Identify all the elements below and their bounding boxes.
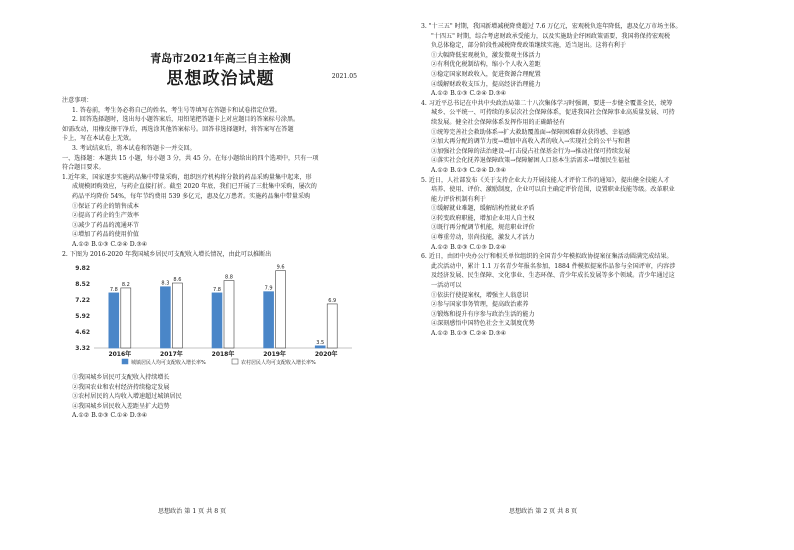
- q3-stem: "十四五" 时期，综合考虑财政承受能力，以及实施助企纾困政策需要，我国将保持宏观税: [431, 32, 671, 40]
- bar-value-label: 7.9: [264, 285, 273, 292]
- q3-option: ③稳定国家财政收入，促进资源合理配置: [431, 70, 541, 78]
- q5-stem: 5. 近日，人社部发布《关于支持企业大力开展技能人才评价工作的通知》，提出健全技能人才: [421, 176, 670, 184]
- q3-option: ②有利优化税制结构，缩小个人收入差距: [431, 61, 541, 69]
- q4-stem: 城乡、公平统一、可持续的多层次社会保障体系，促进我国社会保障事业高质量发展、可持: [431, 109, 675, 117]
- q6-option: ①依法行使提案权，增强主人翁意识: [431, 291, 529, 299]
- q6-option: ④深刻感悟中国特色社会主义制度优势: [431, 320, 535, 328]
- bar-value-label: 3.5: [316, 339, 325, 346]
- q5-option: ①缓解就业难题，缓解结构性就业矛盾: [431, 205, 535, 213]
- q1-choices: A.①② B.①③ C.②④ D.③④: [72, 240, 148, 248]
- q6-option: ③锻炼和提升有序参与政治生活的能力: [431, 310, 535, 318]
- page-footer-2: 思想政治 第 2 页 共 8 页: [509, 508, 578, 515]
- x-tick-label: 2019年: [263, 351, 286, 359]
- q5-option: ③既行再分配调节机能，规范职业评价: [431, 224, 535, 232]
- q1-option: ③减少了药品的流通环节: [72, 221, 140, 229]
- q4-choices: A.①② B.①③ C.②④ D.③④: [431, 166, 507, 174]
- x-tick-label: 2017年: [160, 351, 183, 359]
- q6-stem: 一活动可以: [431, 282, 462, 290]
- q1-stem: 药品平均降价 54%，每年节约费用 539 多亿元，惠及亿万患者。实施药品集中带量采购: [72, 192, 311, 200]
- q3-option: ①大幅降低宏观税负，激发微观主体活力: [431, 51, 541, 59]
- exam-title: [62, 68, 379, 90]
- q2-stem: 2. 下图为 2016-2020 年我国城乡居民可支配收入增长情况，由此可以推断出: [62, 250, 272, 258]
- bar-rural: [224, 281, 234, 348]
- y-tick-label: 9.82: [75, 265, 90, 273]
- legend-swatch: [232, 359, 238, 364]
- x-tick-label: 2016年: [108, 351, 132, 359]
- bar-value-label: 8.2: [121, 282, 130, 289]
- bar-value-label: 8.6: [173, 277, 182, 284]
- q6-option: ②参与国家事务管理，提高政治素养: [431, 301, 529, 309]
- q2-option: ②我国农业和农村经济持续稳定发展: [72, 383, 170, 391]
- note-line: 如需改动，用橡皮擦干净后，再选涂其他答案标号。回答非选择题时，将答案写在答题: [62, 125, 294, 133]
- bar-urban: [109, 293, 119, 348]
- q4-option: ③加强社会保障的法治建设→打击侵占社保基金行为→推动社保可持续发展: [431, 147, 631, 155]
- q1-option: ④增加了药品的使用价值: [72, 231, 140, 239]
- q5-stem: 培养、使用、评价、激励制度，企业可以自主确定评价范围，设置职业技能等级。改革职业: [431, 186, 675, 194]
- bar-value-label: 8.3: [161, 280, 170, 287]
- bar-rural: [327, 304, 337, 348]
- q1-option: ①保证了药企的销售成本: [72, 202, 140, 210]
- bar-urban: [160, 287, 170, 348]
- y-tick-label: 8.52: [75, 281, 90, 289]
- bar-value-label: 6.9: [328, 298, 337, 305]
- legend-label: 农村居民人均可支配收入增长率%: [241, 360, 316, 367]
- income-growth-chart-svg: [62, 262, 362, 370]
- q4-option: ④落实社会化抚养退保障政策→保障解困人口基本生活需求→增加民生福祉: [431, 157, 631, 165]
- q4-option: ②加大再分配的调节力度→增加中高收入者的收入→实现社会的公平与和谐: [431, 138, 631, 146]
- bar-rural: [172, 283, 182, 348]
- exam-page-2: [397, 0, 794, 550]
- page-footer-1: 思想政治 第 1 页 共 8 页: [158, 508, 227, 515]
- note-line: 2. 回答选择题时，选出每小题答案后，用铅笔把答题卡上对应题目的答案标号涂黑。: [72, 116, 300, 124]
- q3-stem: 负总体稳定，部分阶段性减税降费政策继续实施，适当退出。这将有利于: [431, 42, 626, 50]
- q6-stem: 及经济发展、民生保障、文化事业、生态环保、青少年成长发展等多个领域。青少年通过这: [431, 272, 675, 280]
- y-tick-label: 4.62: [75, 329, 90, 337]
- exam-header: 青岛市2021年高三自主检测: [150, 52, 291, 65]
- q3-choices: A.①② B.①③ C.②④ D.③④: [431, 90, 507, 98]
- exam-title-text: 思想政治试题: [166, 69, 275, 89]
- bar-rural: [121, 288, 131, 348]
- bar-value-label: 9.6: [276, 264, 285, 271]
- q2-option: ④我国城乡居民收入差距呈扩大趋势: [72, 402, 170, 410]
- note-line: 卡上，写在本试卷上无效。: [62, 135, 136, 143]
- exam-date: 2021.05: [331, 73, 357, 80]
- q3-stem: 3. "十三五" 时期，我国新增减税降费超过 7.6 万亿元，宏观税负连年降低，惠及亿万市场主体。: [421, 23, 682, 30]
- bar-urban: [264, 292, 274, 348]
- q1-stem: 1.近年来，国家逐步实施药品集中带量采购，组织医疗机构将分散的药品采购量集中起来，形: [62, 173, 312, 181]
- note-line: 1. 答卷前，考生务必将自己的姓名、考生号等填写在答题卡和试卷指定位置。: [72, 106, 281, 114]
- income-growth-chart: [62, 262, 362, 370]
- x-tick-label: 2018年: [211, 351, 235, 359]
- section-heading: 符合题目要求。: [62, 164, 105, 172]
- q6-stem: 此次活动中，累计 1.1 万名青少年报名参加，1884 件模拟提案作品参与全国评审，内容涉: [431, 262, 676, 270]
- q6-stem: 6. 近日，由团中央办公厅和相关单位组织的全国青少年模拟政协提案征集活动圆满完成结果。: [421, 253, 673, 261]
- bar-value-label: 8.8: [225, 274, 233, 281]
- bar-value-label: 7.8: [213, 286, 221, 293]
- notes-heading: 注意事项：: [62, 97, 93, 104]
- q4-stem: 续发展。健全社会保障体系发挥作用的正确路径有: [431, 118, 566, 126]
- y-tick-label: 3.32: [75, 345, 90, 353]
- q2-option: ①我国城乡居民可支配收入持续增长: [72, 374, 170, 382]
- x-tick-label: 2020年: [314, 351, 338, 359]
- y-tick-label: 7.22: [75, 297, 90, 305]
- legend-swatch: [122, 359, 128, 364]
- q2-choices: A.①② B.②③ C.①④ D.③④: [72, 412, 148, 420]
- bar-rural: [276, 271, 286, 348]
- q4-option: ①统筹完善社会救助体系→扩大救助覆盖面→保障困难群众获得感、幸福感: [431, 128, 631, 136]
- q2-option: ③农村居民的人均收入增速超过城镇居民: [72, 393, 182, 401]
- q5-option: ④尊重劳动，崇尚技能，激发人才活力: [431, 234, 535, 242]
- q1-option: ②提高了药企的生产效率: [72, 212, 140, 220]
- bar-urban: [315, 346, 325, 348]
- q5-choices: A.①② B.②③ C.①③ D.②④: [431, 243, 507, 251]
- q3-option: ④缓解财政收支压力，提高经济治理能力: [431, 80, 541, 88]
- q6-choices: A.①② B.①③ C.②④ D.③④: [431, 330, 507, 337]
- legend-label: 城镇居民人均可支配收入增长率%: [131, 360, 206, 367]
- note-line: 3. 考试结束后，将本试卷和答题卡一并交回。: [72, 144, 196, 152]
- bar-urban: [212, 293, 222, 348]
- q1-stem: 成规模团购效应，与药企直接打折。截至 2020 年底，我们已开展了三批集中采购，屡次的: [72, 183, 317, 191]
- q4-stem: 4. 习近平总书记在中共中央政治局第二十八次集体学习时强调，要进一步健全覆盖全民，统筹: [421, 99, 673, 107]
- y-tick-label: 5.92: [75, 313, 90, 321]
- q5-stem: 能力评价机制有利于: [431, 195, 486, 203]
- q5-option: ②转变政府职能，增加企业用人自主权: [431, 214, 535, 222]
- section-heading: 一、选择题：本题共 15 小题，每小题 3 分，共 45 分。在每小题给出的四个选项中，只有一项: [62, 154, 319, 162]
- bar-value-label: 7.8: [109, 286, 118, 293]
